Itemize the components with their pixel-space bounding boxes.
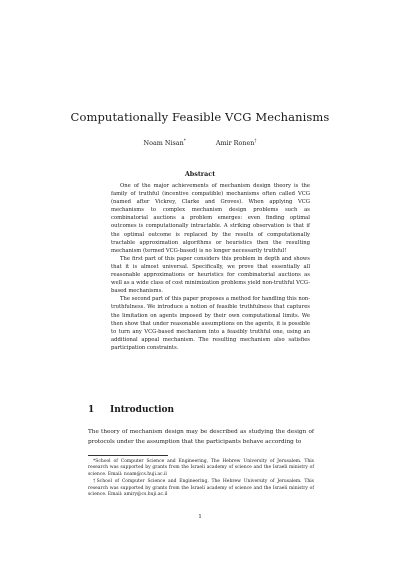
author-name: Noam Nisan: [143, 139, 184, 148]
intro-paragraph: The theory of mechanism design may be described as studying the design of protocols under the assumption that the participants behave according to: [88, 429, 314, 445]
footnotes: [88, 459, 314, 499]
abstract-paragraph: The second part of this paper proposes a method for handling this non-truthfulness. We introduce a notion of feasible truthfulness that captures the limitation on agents imposed by their own computational limits. We then show that under reasonable assumptions on the agents, it is possible to turn any VCG-based mechanism into a feasibly truthful one, using an additional appeal mechanism. The resulting mechanism also satisfies participation constraints.: [111, 296, 311, 351]
abstract-paragraph: One of the major achievements of mechanism design theory is the family of truthful (incentive compatible) mechanisms often called VCG (named after Vickrey, Clarke and Groves). When applying VCG mechanisms to complex mechanism design problems such as combinatorial auctions a problem emerges: even finding optimal outcomes is computationally intractable. A striking observation is that if the optimal outcome is replaced by the results of computationally tractable approximation algorithms or heuristics then the resulting mechanism (termed VCG-based) is no longer necessarily truthful!: [111, 183, 310, 254]
section-title: Introduction: [110, 405, 175, 415]
abstract-heading: Abstract: [184, 170, 216, 178]
page-number: 1: [198, 514, 202, 520]
footnote: †School of Computer Science and Engineering, The Hebrew University of Jerusalem. This research was supported by grants from the Israeli academy of science and the Israeli ministry of science. Email: amiry@cs.huji.ac.il: [88, 479, 314, 498]
footnote: *School of Computer Science and Engineering, The Hebrew University of Jerusalem. This research was supported by grants from the Israeli academy of science and the Israeli ministry of science. Email: noam@cs.huji.ac.il: [88, 459, 314, 477]
footnote-rule: [88, 455, 168, 456]
paper-title: Computationally Feasible VCG Mechanisms: [70, 110, 330, 124]
section-number: 1: [88, 405, 95, 415]
author-footnote-mark: *: [183, 138, 186, 143]
author: [144, 138, 186, 147]
abstract: [111, 182, 310, 352]
author-footnote-mark: †: [254, 138, 257, 143]
author-name: Amir Ronen: [215, 139, 255, 148]
abstract-paragraph: The first part of this paper considers this problem in depth and shows that it is almost universal. Specifically, we prove that essentially all reasonable approximations or heuristics for combinatorial auctions as well as a wide class of cost minimization problems yield non-truthful VCG-based mechanisms.: [111, 255, 310, 295]
section-heading: [88, 405, 174, 415]
author: [216, 138, 257, 147]
author-list: [0, 138, 400, 147]
